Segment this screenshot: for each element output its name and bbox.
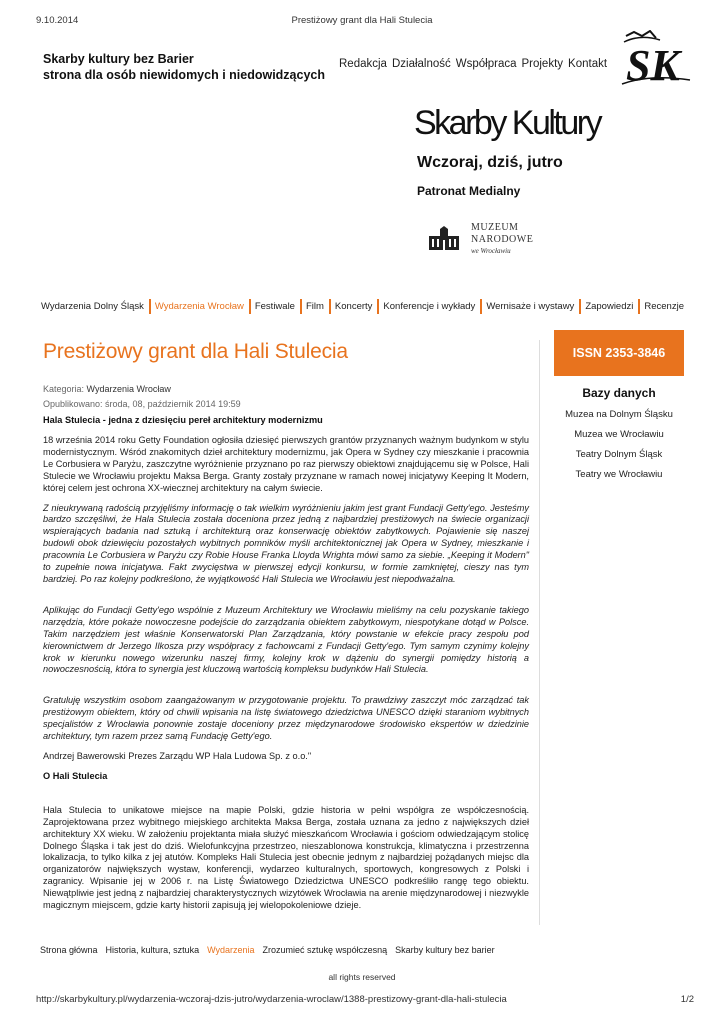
category-item[interactable]: Wernisaże i wystawy xyxy=(482,299,581,314)
footer-nav xyxy=(40,945,495,955)
category-link[interactable]: Wydarzenia Wrocław xyxy=(86,384,171,394)
article-quote-paragraph: Gratuluję wszystkim osobom zaangażowanym w przygotowanie projektu. To prawdziwy zaszczyt móc zarządzać tak prestiżowym obiektem, który od chwili wpisania na listę światowego dziedzictwa UNESCO dzięki staraniom wybitnych specjalistów z Wrocławia ponownie zostaje doceniony przez międzynarodowe środowisko ekspertów w dziedzinie architektury, tym razem przez samą Fundację Getty'ego. xyxy=(43,695,529,742)
print-date: 9.10.2014 xyxy=(36,15,79,26)
category-nav xyxy=(37,299,684,314)
museum-line-1: MUZEUM xyxy=(471,222,519,233)
footer-nav-item-active[interactable]: Wydarzenia xyxy=(207,945,255,955)
article-paragraph: 18 września 2014 roku Getty Foundation ogłosiła dziesięć pierwszych grantów przyznanych ważnym budynkom w stylu modernistycznym. Wśród znakomitych dzieł architektury modernizmu, jak Opera w Sydney czy mieszkanie i pracownia Le Corbusiera w Paryżu, zaszczytne wyróżnienie przyznano po raz pierwszy obiektowi znajdującemu się w Polsce, Hali Stulecie we Wrocławiu projektu Maksa Berga. Granty zostały przyznane w ramach nowej inicjatywy Keeping It Modern, której celem jest ochrona XX-wiecznej architektury na całym świecie. xyxy=(43,435,529,493)
museum-line-2: NARODOWE xyxy=(471,234,534,245)
top-nav-kontakt[interactable]: Kontakt xyxy=(568,58,608,70)
footer-nav-item[interactable]: Zrozumieć sztukę współczesną xyxy=(262,945,388,955)
article-quote-paragraph: Z nieukrywaną radością przyjęliśmy informację o tak wielkim wyróżnieniu jakim jest grant Fundacji Getty'ego. Jesteśmy bardzo szczęśliwi, że Hala Stulecia została doceniona przez jedną z najbardziej prestiżowych na świecie organizacji wspierających badania nad sztuką i architekturą oraz konserwację obiektów zabytkowych. Pojawienie się naszej budowli obok dziewięciu pozostałych wybitnych pomników myśli architektonicznej jak Opera w Sydney, mieszkanie i pracownia Le Corbusiera w Paryżu czy Robie House Franka Lloyda Wrighta mówi samo za siebie. „Keeping it Modern" to zupełnie nowa inicjatywa. Fakt zwycięstwa w pierwszej edycji konkursu, w formie zamkniętej, cieszy nas tym bardziej. Po raz kolejny podkreślono, że wyjątkowość Hali Stulecia we Wrocławiu jest niepodważalna. xyxy=(43,502,529,584)
site-logo[interactable] xyxy=(620,30,692,88)
tagline-line-1: Skarby kultury bez Barier xyxy=(43,52,194,66)
database-link[interactable]: Teatry Dolnym Śląsk xyxy=(575,449,663,460)
database-link[interactable]: Muzea na Dolnym Śląsku xyxy=(565,409,673,420)
article-published: Opublikowano: środa, 08, październik 2014 19:59 xyxy=(43,399,241,409)
database-link[interactable]: Teatry we Wrocławiu xyxy=(575,469,663,480)
museum-line-3: we Wrocławiu xyxy=(471,247,511,255)
print-page-title: Prestiżowy grant dla Hali Stulecia xyxy=(291,15,433,26)
top-nav-redakcja[interactable]: Redakcja xyxy=(339,58,387,70)
category-label: Kategoria: xyxy=(43,384,85,394)
database-link[interactable]: Muzea we Wrocławiu xyxy=(574,429,664,440)
print-header xyxy=(36,15,688,29)
category-item[interactable]: Zapowiedzi xyxy=(581,299,640,314)
brand-title: Skarby Kultury xyxy=(414,104,601,142)
category-item[interactable]: Film xyxy=(302,299,331,314)
category-item[interactable]: Festiwale xyxy=(251,299,302,314)
brand-subtitle: Wczoraj, dziś, jutro xyxy=(417,154,563,171)
article-lead: Hala Stulecia - jedna z dziesięciu pereł architektury modernizmu xyxy=(43,415,323,425)
article-paragraph: Hala Stulecia to unikatowe miejsce na mapie Polski, gdzie historia w pełni współgra ze współczesnością. Zaprojektowana przez wybitnego miejskiego architekta Maksa Berga, została uznana za jedno z największych dzieł architektury XX wieku. W założeniu projektanta miała służyć mieszkańcom Wrocławia i gościom odwiedzającym stolicę Dolnego Śląska i tak jest do dziś. Wielofunkcyjna przestrzeo, nieszablonowa konstrukcja, klimatyczna i przestrzenna lokalizacja, to tylko kilka z jej atutów. Kompleks Hali Stulecia jest obecnie jednym z najbardziej pożądanych miejsc dla organizatorów największych wystaw, konferencji, wydarzeo kulturalnych, sportowych, kongresowych z Polski i zagranicy. Wpisanie jej w 2006 r. na Listę Światowego Dziedzictwa UNESCO podkreśliło rangę tego obiektu. Niewątpliwie jest jedną z najbardziej charakterystycznych wizytówek Wrocławia na arenie międzynarodowej i niezwykle magicznym miejscem, gdzie karty historii zapisują jej wielopokoleniowe dzieje. xyxy=(43,804,529,911)
print-url: http://skarbykultury.pl/wydarzenia-wczoraj-dzis-jutro/wydarzenia-wroclaw/1388-prestizowy-grant-dla-hali-stulecia xyxy=(36,994,507,1005)
article-subheading: O Hali Stulecia xyxy=(43,770,108,781)
article-signature: Andrzej Bawerowski Prezes Zarządu WP Hala Ludowa Sp. z o.o." xyxy=(43,750,312,761)
databases-title: Bazy danych xyxy=(582,386,656,400)
top-nav xyxy=(339,58,607,70)
category-item[interactable]: Recenzje xyxy=(644,301,684,312)
logo-letters: SK xyxy=(626,41,680,88)
issn-badge: ISSN 2353-3846 xyxy=(554,330,684,376)
museum-building-icon xyxy=(426,226,462,252)
sidebar xyxy=(554,330,684,480)
footer-nav-item[interactable]: Strona główna xyxy=(40,945,98,955)
top-nav-dzialalnosc[interactable]: Działalność xyxy=(391,58,451,70)
top-nav-wspolpraca[interactable]: Współpraca xyxy=(455,58,517,70)
article-category xyxy=(43,382,529,397)
footer-nav-item[interactable]: Skarby kultury bez barier xyxy=(395,945,495,955)
footer-nav-item[interactable]: Historia, kultura, sztuka xyxy=(105,945,200,955)
print-page-number: 1/2 xyxy=(680,994,694,1005)
category-item[interactable]: Wydarzenia Dolny Śląsk xyxy=(37,299,151,314)
copyright: all rights reserved xyxy=(328,972,396,982)
tagline-line-2: strona dla osób niewidomych i niedowidzących xyxy=(43,68,325,82)
category-item-active[interactable]: Wydarzenia Wrocław xyxy=(151,299,251,314)
category-item[interactable]: Koncerty xyxy=(331,299,380,314)
brand-patron: Patronat Medialny xyxy=(417,184,521,198)
article-title[interactable]: Prestiżowy grant dla Hali Stulecia xyxy=(43,340,348,363)
article-quote-paragraph: Aplikując do Fundacji Getty'ego wspólnie z Muzeum Architektury we Wrocławiu mieliśmy na celu pozyskanie takiego narzędzia, które pokaże nowoczesne podejście do zarządzania obiektem zabytkowym, niespotykane dotąd w Polsce. Takim narzędziem jest właśnie Konserwatorski Plan Zarządzania, który powstanie w efekcie pracy zespołu pod kierownictwem dr Jerzego Ilkosza przy współpracy z fachowcami z Fundacji Getty'ego. Tym samym czynimy kolejny krok w kierunku nowego wizerunku naszej firmy, kolejny krok w dążeniu do synergii pomiędzy historią a nowoczesnością, która to synergia jest kluczową wartością kompleksu budynków Hali Stulecia. xyxy=(43,604,529,675)
category-item[interactable]: Konferencje i wykłady xyxy=(379,299,482,314)
museum-logo[interactable] xyxy=(426,222,546,258)
article xyxy=(43,340,540,925)
top-nav-projekty[interactable]: Projekty xyxy=(521,58,564,70)
site-tagline[interactable] xyxy=(43,51,325,83)
